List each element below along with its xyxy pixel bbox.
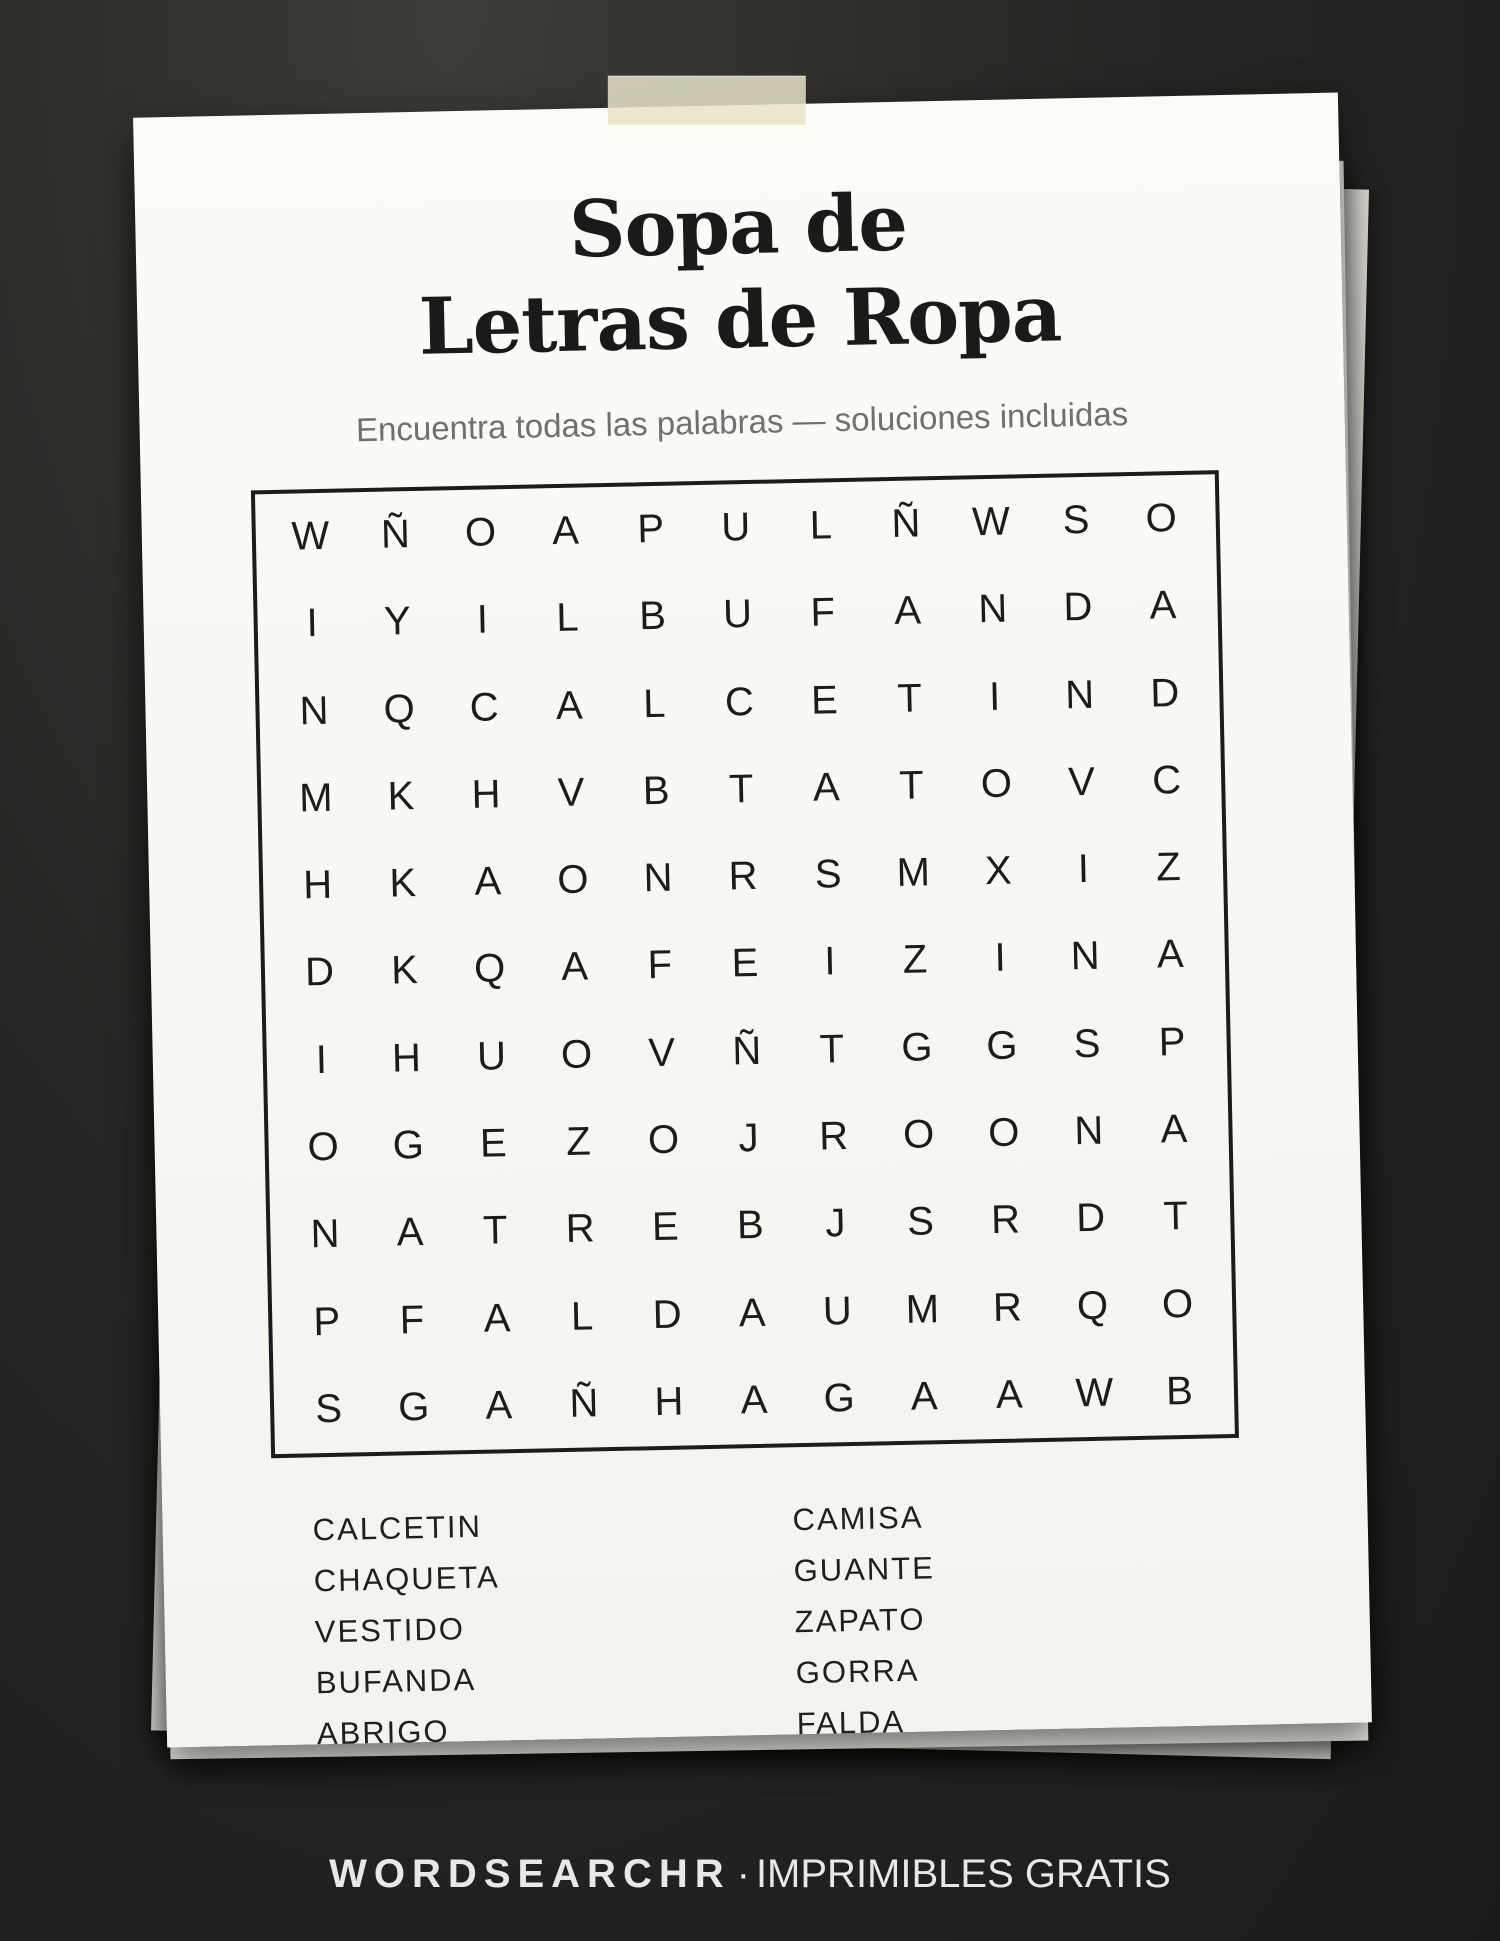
grid-cell: G bbox=[397, 1384, 430, 1430]
grid-cell: A bbox=[474, 859, 502, 905]
word-item: BUFANDA bbox=[315, 1661, 477, 1701]
page-title bbox=[135, 168, 1344, 381]
word-item: FALDA bbox=[796, 1703, 906, 1742]
grid-cell: S bbox=[906, 1199, 935, 1245]
grid-cell: B bbox=[736, 1203, 765, 1248]
grid-cell: R bbox=[565, 1206, 596, 1252]
grid-cell: O bbox=[647, 1117, 680, 1163]
grid-cell: A bbox=[483, 1295, 511, 1341]
grid-cell: I bbox=[994, 936, 1007, 981]
word-item: ZAPATO bbox=[794, 1601, 926, 1640]
grid-cell: O bbox=[1145, 496, 1178, 541]
grid-cell: G bbox=[900, 1025, 933, 1070]
grid-cell: R bbox=[818, 1114, 849, 1159]
grid-cell: D bbox=[1062, 585, 1093, 630]
grid-cell: A bbox=[910, 1374, 938, 1419]
grid-cell: F bbox=[647, 943, 673, 988]
grid-cell: N bbox=[1070, 934, 1101, 979]
grid-cell: A bbox=[1160, 1106, 1188, 1152]
word-item: CALCETIN bbox=[312, 1508, 483, 1548]
grid-cell: R bbox=[992, 1285, 1023, 1330]
grid-cell: O bbox=[987, 1110, 1020, 1156]
grid-cell: T bbox=[896, 676, 923, 721]
grid-cell: H bbox=[302, 863, 333, 908]
grid-cell: Y bbox=[383, 599, 412, 645]
grid-cell: M bbox=[298, 775, 334, 821]
grid-cell: A bbox=[1156, 932, 1185, 978]
grid-cell: E bbox=[651, 1204, 680, 1250]
grid-cell: W bbox=[1074, 1370, 1114, 1416]
grid-cell: V bbox=[557, 770, 585, 815]
word-item: ABRIGO bbox=[316, 1713, 450, 1752]
grid-cell: H bbox=[654, 1379, 684, 1425]
grid-cell: A bbox=[396, 1210, 424, 1255]
grid-cell: T bbox=[819, 1026, 845, 1072]
grid-cell: L bbox=[555, 595, 580, 641]
grid-cell: A bbox=[812, 765, 841, 810]
grid-cell: N bbox=[299, 688, 329, 734]
grid-cell: G bbox=[985, 1023, 1018, 1068]
grid-cell: I bbox=[988, 674, 1001, 719]
word-item: GORRA bbox=[795, 1652, 920, 1691]
grid-cell: A bbox=[995, 1372, 1024, 1417]
grid-cell: U bbox=[476, 1033, 507, 1079]
word-list-left bbox=[312, 1508, 503, 1767]
grid-cell: D bbox=[652, 1292, 683, 1337]
grid-cell: G bbox=[823, 1375, 856, 1421]
grid-cell: A bbox=[1149, 583, 1177, 629]
grid-cell: Ñ bbox=[890, 501, 921, 547]
grid-cell: W bbox=[291, 513, 330, 559]
grid-cell: H bbox=[391, 1035, 422, 1081]
word-item: CAMISA bbox=[792, 1499, 924, 1538]
grid-cell: K bbox=[390, 948, 419, 994]
grid-cell: T bbox=[728, 766, 754, 812]
word-item: CHAQUETA bbox=[313, 1559, 501, 1599]
grid-cell: A bbox=[738, 1290, 767, 1335]
grid-cell: X bbox=[984, 848, 1013, 894]
grid-cell: L bbox=[809, 503, 833, 548]
grid-cell: V bbox=[1067, 759, 1096, 805]
grid-cell: A bbox=[555, 683, 584, 728]
brand-name: WORDSEARCHR bbox=[329, 1852, 731, 1896]
grid-cell: P bbox=[1158, 1019, 1186, 1065]
grid-cell: I bbox=[1077, 847, 1090, 892]
grid-cell: B bbox=[642, 768, 670, 814]
grid-cell: N bbox=[1064, 672, 1095, 718]
grid-cell: R bbox=[990, 1197, 1021, 1243]
grid-cell: F bbox=[809, 590, 836, 636]
grid-cell: S bbox=[314, 1386, 343, 1432]
grid-cell: R bbox=[728, 854, 758, 899]
grid-cell: N bbox=[310, 1212, 340, 1257]
title-line-1: Sopa de bbox=[568, 177, 908, 276]
grid-cell: B bbox=[638, 594, 667, 639]
grid-cell: S bbox=[1062, 497, 1090, 543]
grid-cell: T bbox=[898, 763, 925, 808]
grid-cell: D bbox=[1075, 1195, 1106, 1241]
word-list-right bbox=[792, 1499, 938, 1757]
footer bbox=[0, 1852, 1500, 1897]
grid-cell: O bbox=[307, 1124, 340, 1170]
grid-cell: J bbox=[738, 1115, 760, 1161]
grid-cell: G bbox=[392, 1122, 425, 1168]
grid-cell: E bbox=[731, 941, 759, 986]
grid-cell: I bbox=[315, 1037, 328, 1082]
grid-cell: O bbox=[902, 1112, 935, 1157]
grid-cell: U bbox=[720, 505, 751, 550]
letter-grid bbox=[251, 470, 1239, 1458]
grid-cell: O bbox=[1161, 1281, 1194, 1327]
grid-cell: N bbox=[1073, 1108, 1104, 1154]
grid-cell: I bbox=[476, 597, 489, 643]
word-item: GUANTE bbox=[793, 1550, 936, 1589]
grid-cell: Q bbox=[1076, 1283, 1109, 1328]
grid-cell: C bbox=[1151, 757, 1182, 803]
grid-cell: A bbox=[740, 1377, 768, 1423]
grid-cell: O bbox=[556, 857, 589, 903]
grid-cell: U bbox=[822, 1288, 853, 1334]
footer-tagline: IMPRIMIBLES GRATIS bbox=[755, 1852, 1171, 1896]
grid-cell: A bbox=[485, 1383, 513, 1428]
grid-cell: J bbox=[824, 1201, 846, 1246]
grid-cell: W bbox=[971, 499, 1011, 545]
grid-cell: F bbox=[399, 1297, 425, 1343]
grid-cell: Z bbox=[902, 937, 928, 983]
subtitle: Encuentra todas las palabras — soluciones incluidas bbox=[355, 395, 1129, 449]
grid-cell: T bbox=[1163, 1194, 1189, 1239]
grid-cell: I bbox=[823, 939, 836, 984]
grid-cell: V bbox=[647, 1030, 676, 1075]
grid-cell: D bbox=[1149, 670, 1180, 716]
grid-cell: N bbox=[643, 855, 673, 901]
puzzle-sheet bbox=[133, 93, 1372, 1752]
grid-cell: M bbox=[905, 1286, 940, 1332]
grid-cell: L bbox=[570, 1294, 594, 1339]
grid-cell: L bbox=[642, 681, 666, 726]
grid-cell: C bbox=[724, 679, 755, 725]
grid-cell: H bbox=[471, 772, 501, 817]
grid-cell: Ñ bbox=[568, 1381, 599, 1426]
grid-cell: A bbox=[560, 944, 589, 990]
grid-cell: O bbox=[560, 1032, 593, 1077]
grid-cell: Z bbox=[565, 1119, 592, 1164]
grid-cell: Z bbox=[1155, 845, 1182, 890]
grid-cell: I bbox=[306, 601, 319, 646]
grid-cell: S bbox=[1073, 1021, 1101, 1067]
grid-cell: O bbox=[980, 761, 1013, 807]
grid-cell: E bbox=[810, 677, 839, 723]
grid-cell: E bbox=[479, 1121, 508, 1166]
grid-cell: B bbox=[1165, 1368, 1194, 1414]
grid-cell: K bbox=[387, 773, 415, 819]
grid-cell: A bbox=[893, 588, 922, 634]
grid-cell: Q bbox=[473, 946, 506, 992]
grid-cell: Q bbox=[383, 686, 416, 732]
grid-cell: S bbox=[814, 852, 842, 897]
grid-cell: Ñ bbox=[731, 1028, 762, 1074]
footer-separator: · bbox=[736, 1852, 750, 1896]
grid-cell: N bbox=[977, 586, 1008, 632]
grid-cell: K bbox=[388, 861, 417, 906]
grid-cell: U bbox=[722, 592, 753, 637]
grid-cell: P bbox=[636, 506, 665, 552]
tape bbox=[608, 76, 806, 125]
grid-cell: P bbox=[313, 1299, 341, 1344]
grid-cell: D bbox=[304, 950, 335, 995]
title-line-2: Letras de Ropa bbox=[417, 268, 1063, 373]
grid-cell: O bbox=[464, 510, 497, 556]
word-item: VESTIDO bbox=[314, 1611, 466, 1650]
grid-cell: C bbox=[469, 684, 500, 730]
grid-cell: Ñ bbox=[380, 512, 411, 557]
grid-cell: A bbox=[551, 508, 580, 554]
grid-cell: T bbox=[482, 1208, 508, 1254]
grid-cell: M bbox=[896, 850, 931, 896]
